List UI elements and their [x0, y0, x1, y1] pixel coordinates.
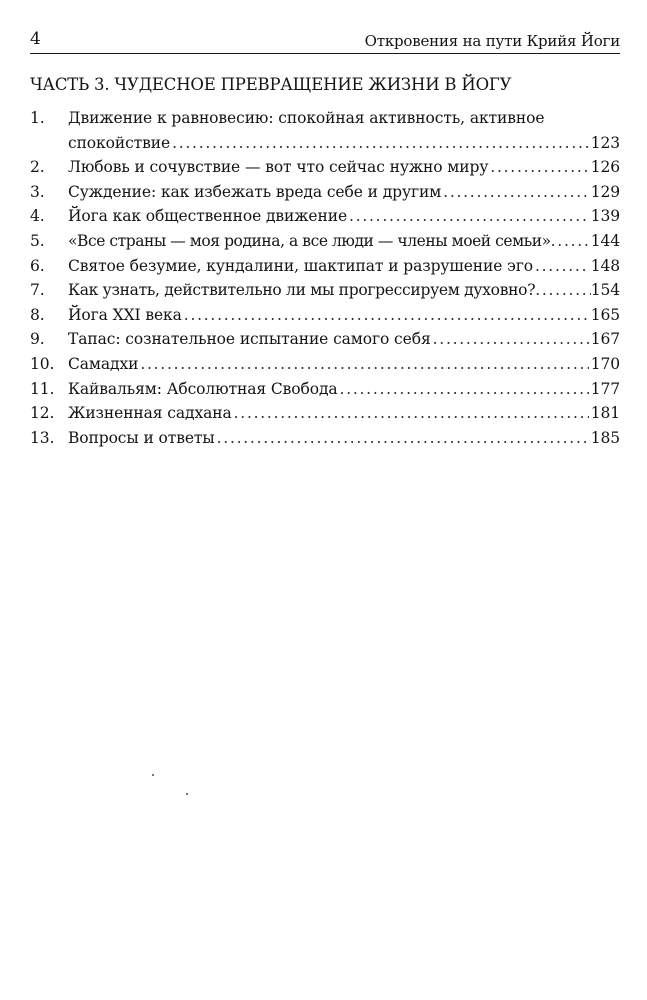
toc-entry-page: 144: [590, 231, 620, 250]
dot-leader: [443, 180, 589, 205]
toc-entry-number: 9.: [30, 330, 45, 349]
toc-entry-number: 5.: [30, 231, 45, 250]
toc-entry-title: Как узнать, действительно ли мы прогрессируем духовно?: [68, 281, 536, 300]
dot-leader: [184, 303, 589, 328]
toc-entry-title: Тапас: сознательное испытание самого себя: [68, 330, 431, 349]
toc-entry: [30, 180, 620, 205]
toc-entry-page: 177: [590, 379, 620, 398]
toc-entry-page: 185: [590, 428, 620, 447]
toc-entry-number: 10.: [30, 354, 55, 373]
toc-entry: [30, 327, 620, 352]
toc-entry-number: 11.: [30, 379, 55, 398]
toc-entry-page: 181: [590, 404, 620, 423]
toc-entry-page: 165: [590, 305, 620, 324]
toc-entry-page: 154: [590, 281, 620, 300]
toc-entry: [30, 106, 620, 155]
toc-entry: [30, 204, 620, 229]
scan-speck: [186, 793, 188, 795]
toc-entry-title: Святое безумие, кундалини, шактипат и разрушение эго: [68, 256, 533, 275]
dot-leader: [140, 352, 588, 377]
running-title: Откровения на пути Крийя Йоги: [364, 32, 620, 50]
dot-leader: [490, 155, 588, 180]
toc-entry-page: 126: [590, 158, 620, 177]
toc-entry-page: 129: [590, 182, 620, 201]
dot-leader: [433, 327, 589, 352]
part-heading: ЧАСТЬ 3. ЧУДЕСНОЕ ПРЕВРАЩЕНИЕ ЖИЗНИ В ЙОГУ: [30, 75, 512, 94]
toc-entry-page: 170: [590, 354, 620, 373]
toc-entry-number: 13.: [30, 428, 55, 447]
dot-leader: [217, 426, 589, 451]
toc-entry-number: 8.: [30, 305, 45, 324]
toc-entry-page: 167: [590, 330, 620, 349]
toc-entry-title: Жизненная садхана: [68, 404, 232, 423]
toc-entry-title: Кайвальям: Абсолютная Свобода: [68, 379, 338, 398]
running-header: [30, 29, 620, 54]
toc-entry: [30, 401, 620, 426]
dot-leader: [234, 401, 589, 426]
toc-entry: [30, 377, 620, 402]
toc-entry-title: «Все страны — моя родина, а все люди — члены моей семьи»: [68, 231, 551, 250]
toc-entry: [30, 229, 620, 254]
toc-entry-number: 1.: [30, 109, 45, 127]
table-of-contents: [30, 106, 620, 450]
toc-entry: [30, 278, 620, 303]
scan-speck: [152, 774, 154, 776]
dot-leader: [340, 377, 589, 402]
dot-leader: [172, 131, 589, 156]
toc-entry-page: 123: [590, 133, 620, 152]
dot-leader: [551, 229, 591, 254]
toc-entry-page: 148: [590, 256, 620, 275]
toc-entry-title: Любовь и сочувствие — вот что сейчас нужно миру: [68, 158, 489, 177]
toc-entry: [30, 426, 620, 451]
toc-entry-number: 7.: [30, 281, 45, 300]
toc-entry-number: 4.: [30, 207, 45, 226]
page-number: 4: [30, 29, 41, 49]
toc-entry: [30, 254, 620, 279]
toc-entry-title: Йога как общественное движение: [68, 207, 348, 226]
toc-entry-title-continued: спокойствие: [68, 133, 171, 152]
toc-entry-number: 2.: [30, 158, 45, 177]
toc-entry-number: 12.: [30, 404, 55, 423]
toc-entry: [30, 303, 620, 328]
toc-entry-title: Вопросы и ответы: [68, 428, 215, 447]
toc-entry: [30, 155, 620, 180]
toc-entry-title: Йога XXI века: [68, 305, 182, 324]
toc-entry-number: 3.: [30, 182, 45, 201]
dot-leader: [535, 254, 589, 279]
toc-entry-page: 139: [590, 207, 620, 226]
toc-entry-title: Суждение: как избежать вреда себе и другим: [68, 182, 442, 201]
dot-leader: [349, 204, 589, 229]
toc-entry-number: 6.: [30, 256, 45, 275]
toc-entry-title: Самадхи: [68, 354, 139, 373]
toc-entry-title: Движение к равновесию: спокойная активность, активное: [68, 109, 545, 127]
toc-entry: [30, 352, 620, 377]
dot-leader: [535, 278, 591, 303]
